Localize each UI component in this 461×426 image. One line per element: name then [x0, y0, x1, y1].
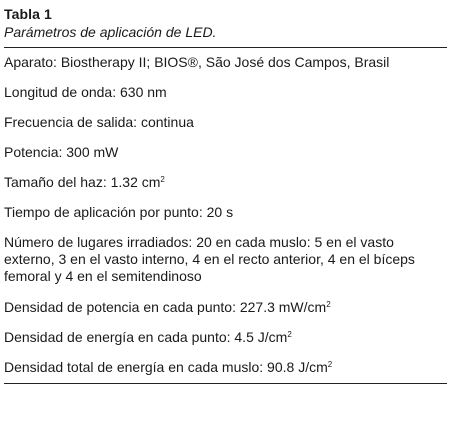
param-wavelength: [4, 84, 447, 100]
param-device-text: Aparato: Biostherapy II; BIOS®, São José dos Campos, Brasil: [4, 54, 390, 70]
table-title: Tabla 1: [4, 6, 52, 22]
param-energy-density-text: Densidad de energía en cada punto: 4.5 J/cm: [4, 329, 288, 345]
param-application-time: [4, 204, 447, 220]
param-output-frequency: [4, 114, 447, 130]
param-energy-density-sup: 2: [287, 330, 292, 339]
bottom-rule: [4, 383, 447, 384]
param-application-time-text: Tiempo de aplicación por punto: 20 s: [4, 204, 234, 220]
param-beam-size: [4, 174, 447, 190]
table-caption: Parámetros de aplicación de LED.: [4, 24, 217, 40]
param-irradiated-sites: [4, 234, 447, 285]
param-beam-size-text: Tamaño del haz: 1.32 cm: [4, 174, 161, 190]
param-total-energy-density: [4, 359, 447, 375]
param-wavelength-text: Longitud de onda: 630 nm: [4, 84, 167, 100]
param-power-density: [4, 299, 447, 315]
param-device: [4, 54, 447, 70]
param-output-frequency-text: Frecuencia de salida: continua: [4, 114, 194, 130]
param-energy-density: [4, 329, 447, 345]
parameter-list: [4, 54, 447, 375]
document-page: [0, 6, 461, 426]
param-total-energy-density-sup: 2: [327, 360, 333, 369]
param-power-density-text: Densidad de potencia en cada punto: 227.3 mW/cm: [4, 299, 327, 315]
param-power: [4, 144, 447, 160]
param-power-text: Potencia: 300 mW: [4, 144, 119, 160]
param-power-density-sup: 2: [326, 300, 331, 309]
param-total-energy-density-text: Densidad total de energía en cada muslo: 90.8 J/cm: [4, 359, 328, 375]
top-rule: [4, 47, 447, 48]
param-beam-size-sup: 2: [160, 175, 165, 184]
param-irradiated-sites-text: Número de lugares irradiados: 20 en cada muslo: 5 en el vasto externo, 3 en el vasto interno, 4 en el recto anterior, 4 en el bíceps femoral y 4 en el semitendinoso: [4, 234, 415, 284]
